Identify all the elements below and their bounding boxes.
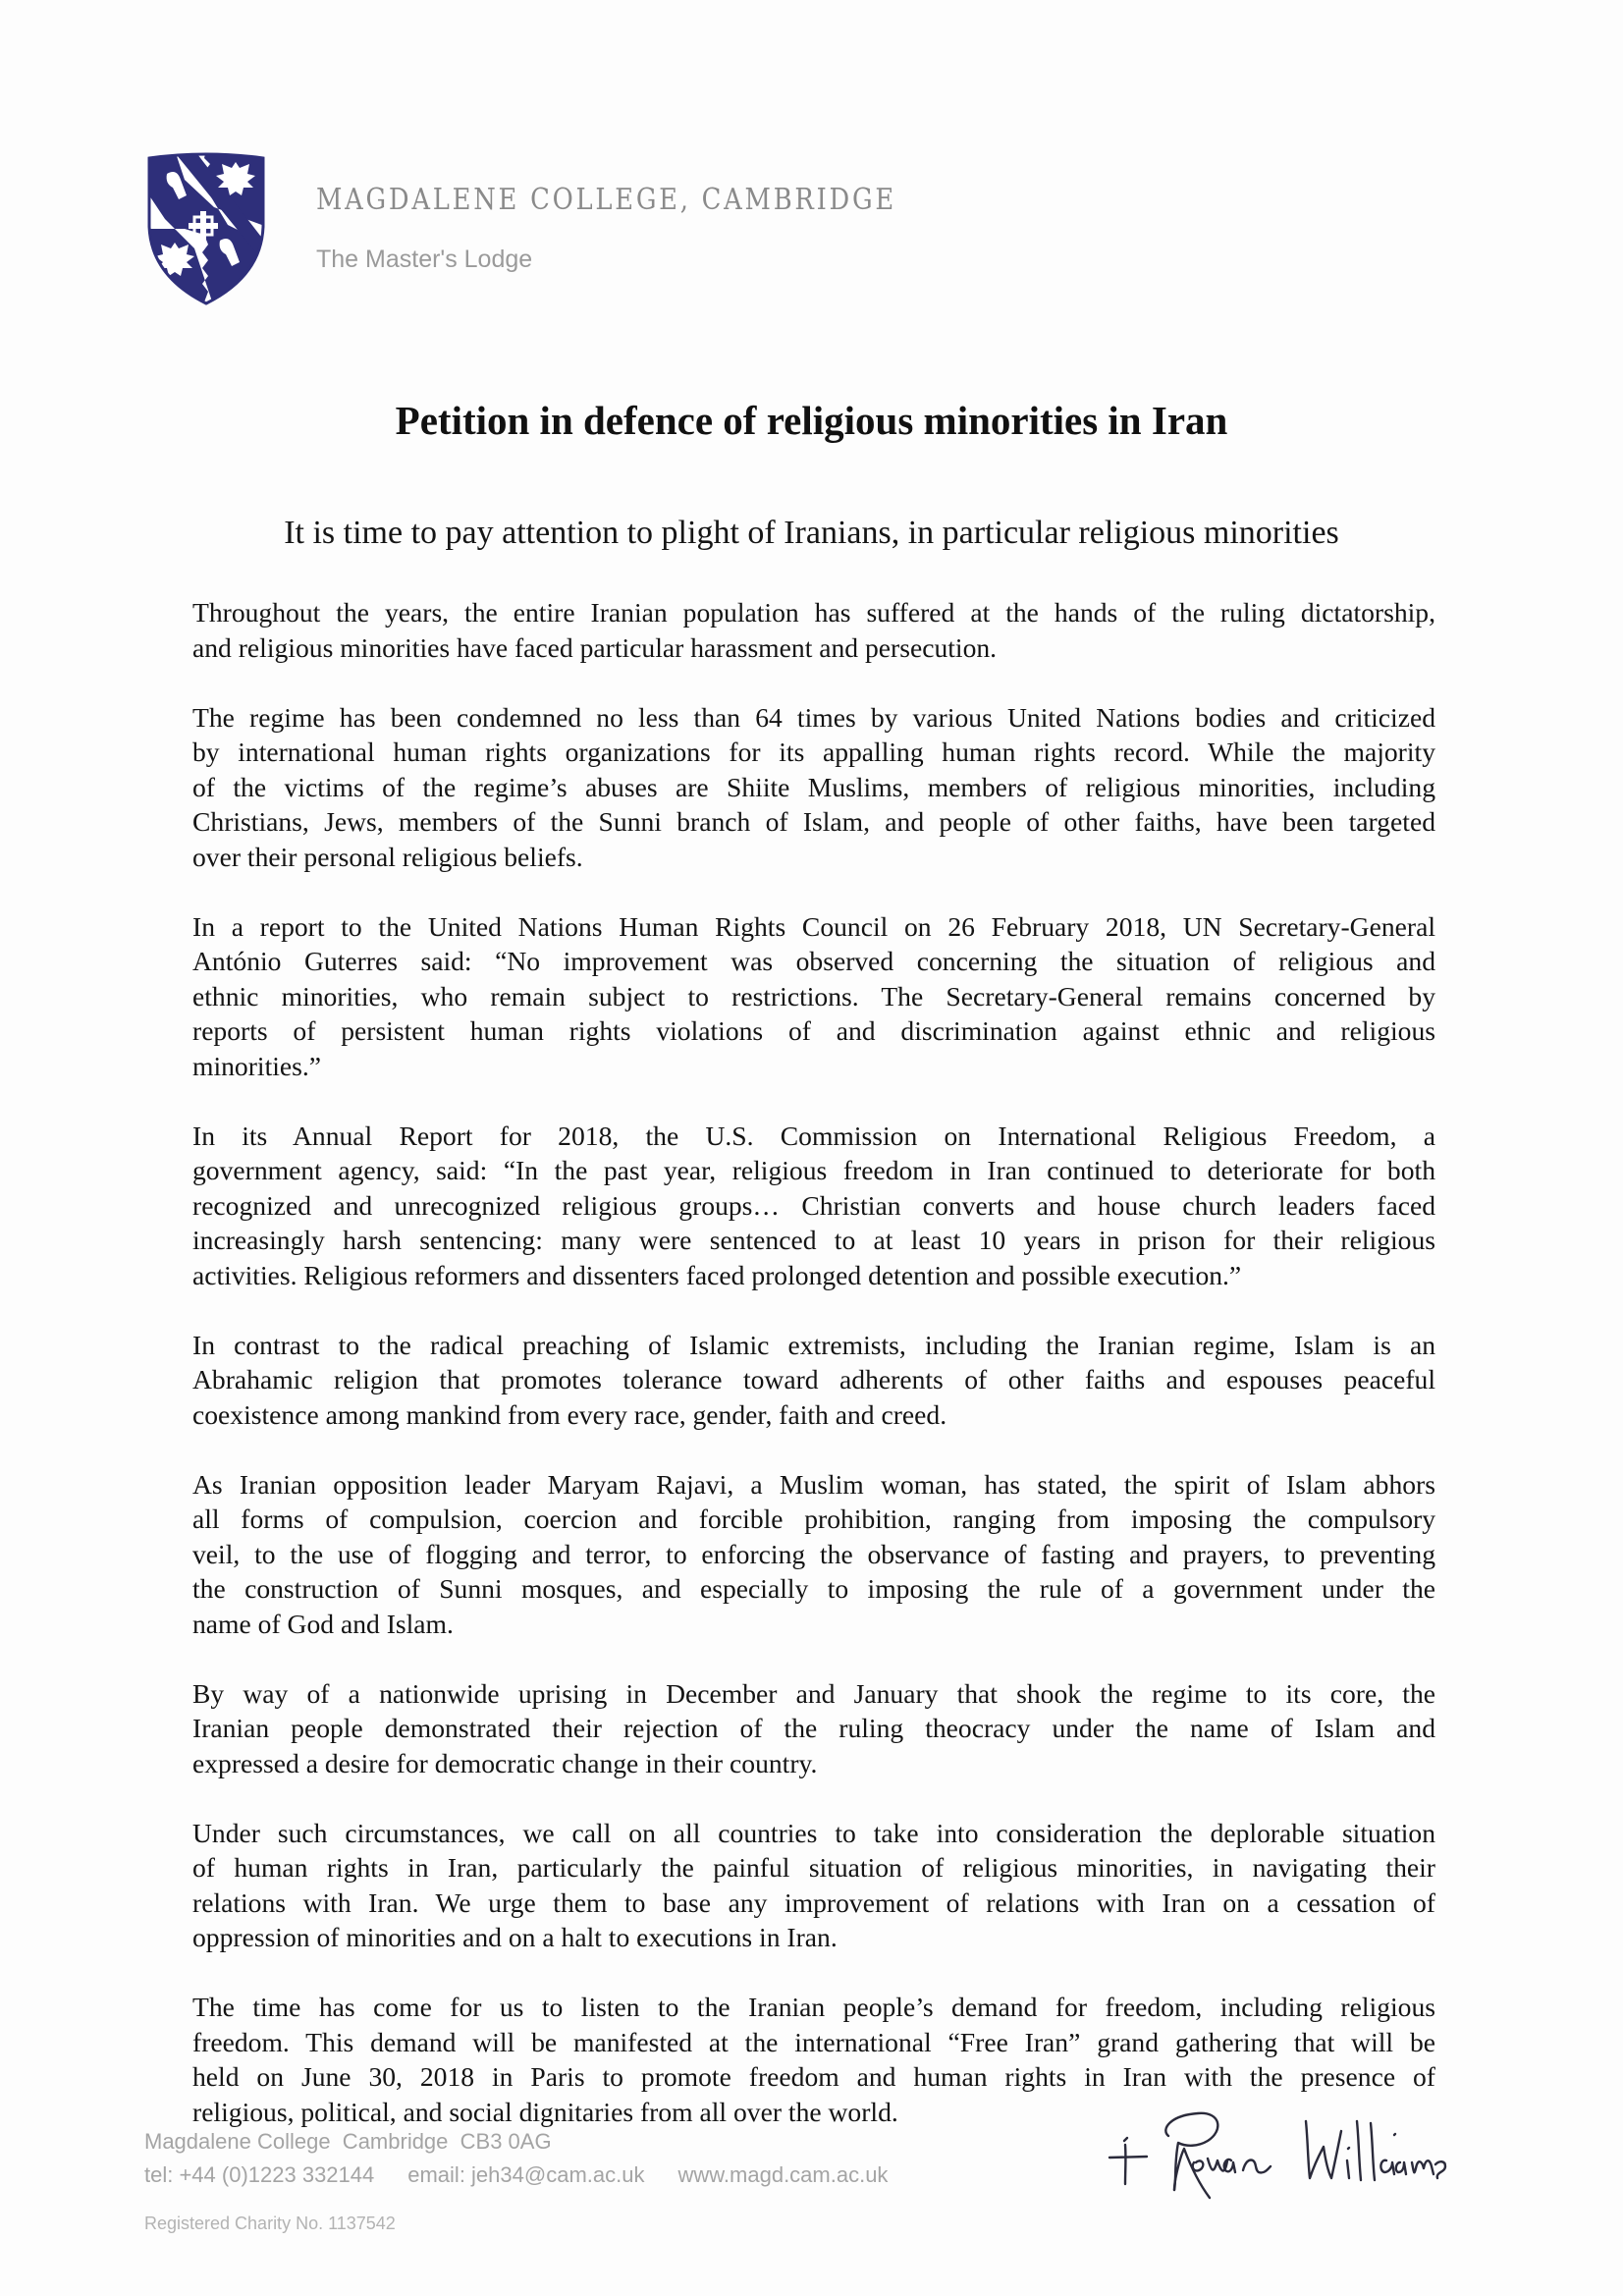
paragraph-line: religious, political, and social dignitaries from all over the world. — [192, 2096, 898, 2127]
paragraph-line: over their personal religious beliefs. — [192, 841, 583, 872]
paragraph-line: coexistence among mankind from every race, gender, faith and creed. — [192, 1398, 947, 1430]
document-title: Petition in defence of religious minorities in Iran — [395, 398, 1228, 443]
paragraph-line: recognized and unrecognized religious groups… Christian converts and house church leaders faced — [192, 1189, 1435, 1221]
paragraph-line: The regime has been condemned no less than 64 times by various United Nations bodies and criticized — [192, 701, 1435, 733]
paragraph-line: ethnic minorities, who remain subject to restrictions. The Secretary-General remains concerned by — [192, 980, 1435, 1011]
petition-body — [192, 595, 1435, 2164]
college-name: MAGDALENE COLLEGE, CAMBRIDGE — [316, 183, 896, 217]
paragraph-line: oppression of minorities and on a halt to executions in Iran. — [192, 1922, 838, 1952]
signature-rowan-williams — [1100, 2102, 1502, 2205]
paragraph-line: the construction of Sunni mosques, and especially to imposing the rule of a government under the — [192, 1573, 1435, 1604]
paragraph-line: relations with Iran. We urge them to base any improvement of relations with Iran on a cessation of — [192, 1886, 1435, 1918]
paragraph-line: In its Annual Report for 2018, the U.S. Commission on International Religious Freedom, a — [192, 1120, 1435, 1151]
paragraph-line: activities. Religious reformers and dissenters faced prolonged detention and possible execution.” — [192, 1259, 1242, 1290]
paragraph-line: Throughout the years, the entire Iranian population has suffered at the hands of the ruling dictatorship, — [192, 597, 1435, 628]
footer-email-link[interactable]: email: jeh34@cam.ac.uk — [407, 2162, 645, 2187]
paragraph-line: by international human rights organizations for its appalling human rights record. While the majority — [192, 737, 1435, 767]
paragraph-line: increasingly harsh sentencing: many were sentenced to at least 10 years in prison for their religious — [192, 1225, 1435, 1255]
paragraph-line: Under such circumstances, we call on all countries to take into consideration the deplorable situation — [192, 1817, 1435, 1848]
paragraph-line: government agency, said: “In the past year, religious freedom in Iran continued to deteriorate for both — [192, 1155, 1435, 1185]
paragraph-line: In a report to the United Nations Human Rights Council on 26 February 2018, UN Secretary-General — [192, 910, 1435, 942]
paragraph-line: minorities.” — [192, 1050, 322, 1081]
body-paragraph — [192, 1119, 1435, 1293]
paragraph-line: Iranian people demonstrated their rejection of the ruling theocracy under the name of Islam and — [192, 1713, 1435, 1743]
body-paragraph — [192, 1816, 1435, 1955]
paragraph-line: The time has come for us to listen to the Iranian people’s demand for freedom, including religious — [192, 1992, 1435, 2022]
paragraph-line: of the victims of the regime’s abuses are Shiite Muslims, members of religious minorities, including — [192, 771, 1435, 802]
college-crest-icon — [145, 150, 267, 307]
body-paragraph — [192, 700, 1435, 875]
paragraph-line: freedom. This demand will be manifested at the international “Free Iran” grand gathering that will be — [192, 2026, 1435, 2057]
body-paragraph — [192, 1676, 1435, 1781]
paragraph-line: name of God and Islam. — [192, 1608, 454, 1639]
office-name: The Master's Lodge — [316, 246, 533, 273]
paragraph-line: veil, to the use of flogging and terror, to enforcing the observance of fasting and prayers, to preventing — [192, 1538, 1435, 1569]
paragraph-line: reports of persistent human rights violations of and discrimination against ethnic and religious — [192, 1015, 1435, 1046]
footer-address: Magdalene College Cambridge CB3 0AG — [144, 2129, 552, 2154]
paragraph-line: António Guterres said: “No improvement was observed concerning the situation of religious and — [192, 946, 1435, 976]
paragraph-line: held on June 30, 2018 in Paris to promote freedom and human rights in Iran with the presence of — [192, 2061, 1435, 2092]
body-paragraph — [192, 1467, 1435, 1642]
body-paragraph — [192, 595, 1435, 665]
body-paragraph — [192, 1328, 1435, 1433]
footer-telephone: tel: +44 (0)1223 332144 — [144, 2162, 375, 2187]
paragraph-line: all forms of compulsion, coercion and forcible prohibition, ranging from imposing the compulsory — [192, 1503, 1435, 1534]
paragraph-line: and religious minorities have faced particular harassment and persecution. — [192, 631, 998, 663]
paragraph-line: Abrahamic religion that promotes tolerance toward adherents of other faiths and espouses peaceful — [192, 1364, 1435, 1394]
paragraph-line: As Iranian opposition leader Maryam Rajavi, a Muslim woman, has stated, the spirit of Islam abhors — [192, 1468, 1435, 1500]
paragraph-line: By way of a nationwide uprising in December and January that shook the regime to its core, the — [192, 1677, 1435, 1709]
footer-website-link[interactable]: www.magd.cam.ac.uk — [677, 2162, 889, 2187]
footer-charity-number: Registered Charity No. 1137542 — [144, 2214, 396, 2233]
footer-contact — [144, 2162, 888, 2188]
paragraph-line: In contrast to the radical preaching of Islamic extremists, including the Iranian regime, Islam is an — [192, 1329, 1435, 1360]
document-subtitle: It is time to pay attention to plight of Iranians, in particular religious minorities — [284, 515, 1339, 551]
paragraph-line: of human rights in Iran, particularly the painful situation of religious minorities, in navigating their — [192, 1852, 1435, 1883]
body-paragraph — [192, 909, 1435, 1084]
paragraph-line: expressed a desire for democratic change in their country. — [192, 1747, 818, 1778]
paragraph-line: Christians, Jews, members of the Sunni branch of Islam, and people of other faiths, have been targeted — [192, 806, 1435, 837]
